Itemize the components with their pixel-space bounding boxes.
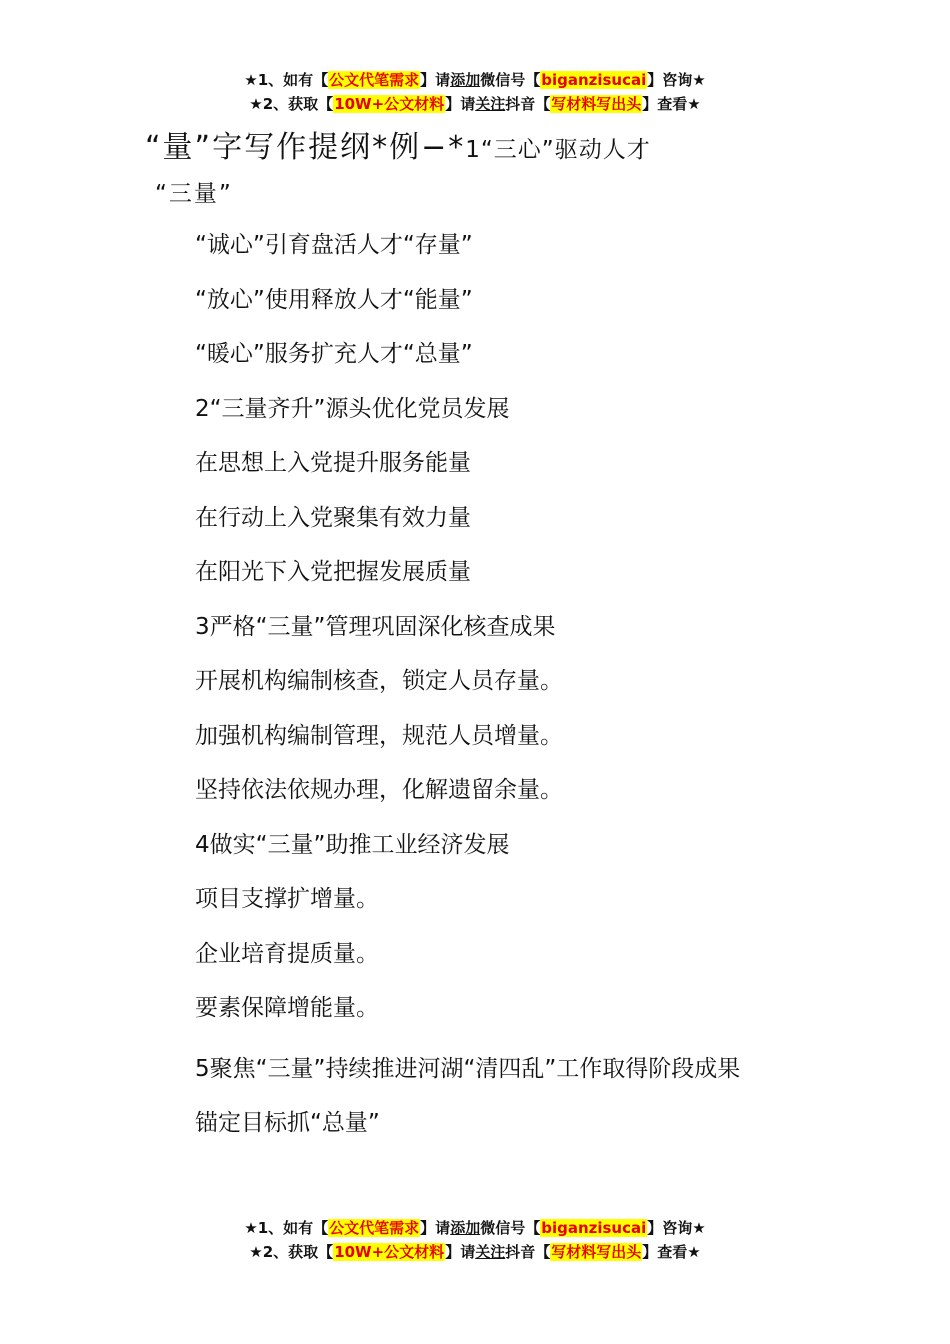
banner-text: 】请 xyxy=(420,71,451,89)
banner-text: 抖音【 xyxy=(505,95,551,113)
paragraph: “诚心”引育盘活人才“存量” xyxy=(195,232,473,258)
banner-line-2 xyxy=(0,1240,950,1264)
document-title xyxy=(145,124,825,214)
paragraph: 锚定目标抓“总量” xyxy=(195,1109,380,1136)
banner-text: 】请 xyxy=(420,1219,451,1237)
banner-text: ★1、如有【 xyxy=(244,1219,329,1237)
banner-text: 抖音【 xyxy=(505,1243,551,1261)
section-heading: 5聚焦“三量”持续推进河湖“清四乱”工作取得阶段成果 xyxy=(195,1055,741,1082)
banner-line-1 xyxy=(0,1216,950,1240)
title-main: “量”字写作提纲*例−* xyxy=(145,130,466,165)
section-heading: 4做实“三量”助推工业经济发展 xyxy=(195,831,510,858)
section-heading: 3严格“三量”管理巩固深化核查成果 xyxy=(195,613,556,640)
banner-text: 微信号【 xyxy=(480,1219,541,1237)
banner-highlight: 写材料写出头 xyxy=(551,95,642,113)
banner-highlight: biganzisucai xyxy=(541,1219,647,1237)
paragraph: 要素保障增能量。 xyxy=(195,995,379,1021)
banner-highlight: biganzisucai xyxy=(541,71,647,89)
banner-text: 】咨询★ xyxy=(647,1219,706,1237)
banner-text: 】查看★ xyxy=(642,95,701,113)
banner-text: 】请 xyxy=(445,95,476,113)
banner-highlight: 公文代笔需求 xyxy=(329,1219,420,1237)
paragraph: 企业培育提质量。 xyxy=(195,940,379,967)
paragraph: “放心”使用释放人才“能量” xyxy=(195,286,473,313)
banner-text: ★2、获取【 xyxy=(249,1243,334,1261)
paragraph: 项目支撑扩增量。 xyxy=(195,886,379,912)
banner-text: 微信号【 xyxy=(480,71,541,89)
section-heading: 2“三量齐升”源头优化党员发展 xyxy=(195,395,510,422)
paragraph: 开展机构编制核查，锁定人员存量。 xyxy=(195,668,563,694)
document-body xyxy=(145,218,815,1150)
header-banner xyxy=(0,68,950,116)
banner-text: 】查看★ xyxy=(642,1243,701,1261)
banner-highlight: 10W+公文材料 xyxy=(334,95,445,113)
banner-highlight: 写材料写出头 xyxy=(551,1243,642,1261)
paragraph: 在阳光下入党把握发展质量 xyxy=(195,559,471,585)
banner-underline: 关注 xyxy=(475,1243,506,1261)
paragraph: 在思想上入党提升服务能量 xyxy=(195,450,471,476)
footer-banner xyxy=(0,1216,950,1264)
title-continuation: “三量” xyxy=(155,181,233,207)
banner-text: 】咨询★ xyxy=(647,71,706,89)
banner-underline: 关注 xyxy=(475,95,506,113)
banner-line-2 xyxy=(0,92,950,116)
paragraph: “暖心”服务扩充人才“总量” xyxy=(195,341,473,367)
title-rest: 1“三心”驱动人才 xyxy=(465,137,651,163)
banner-text: ★1、如有【 xyxy=(244,71,329,89)
banner-text: ★2、获取【 xyxy=(249,95,334,113)
banner-line-1 xyxy=(0,68,950,92)
banner-underline: 添加 xyxy=(450,1219,481,1237)
banner-highlight: 公文代笔需求 xyxy=(329,71,420,89)
paragraph: 坚持依法依规办理，化解遗留余量。 xyxy=(195,777,563,803)
paragraph: 在行动上入党聚集有效力量 xyxy=(195,504,471,531)
banner-text: 】请 xyxy=(445,1243,476,1261)
banner-highlight: 10W+公文材料 xyxy=(334,1243,445,1261)
paragraph: 加强机构编制管理，规范人员增量。 xyxy=(195,722,563,749)
banner-underline: 添加 xyxy=(450,71,481,89)
